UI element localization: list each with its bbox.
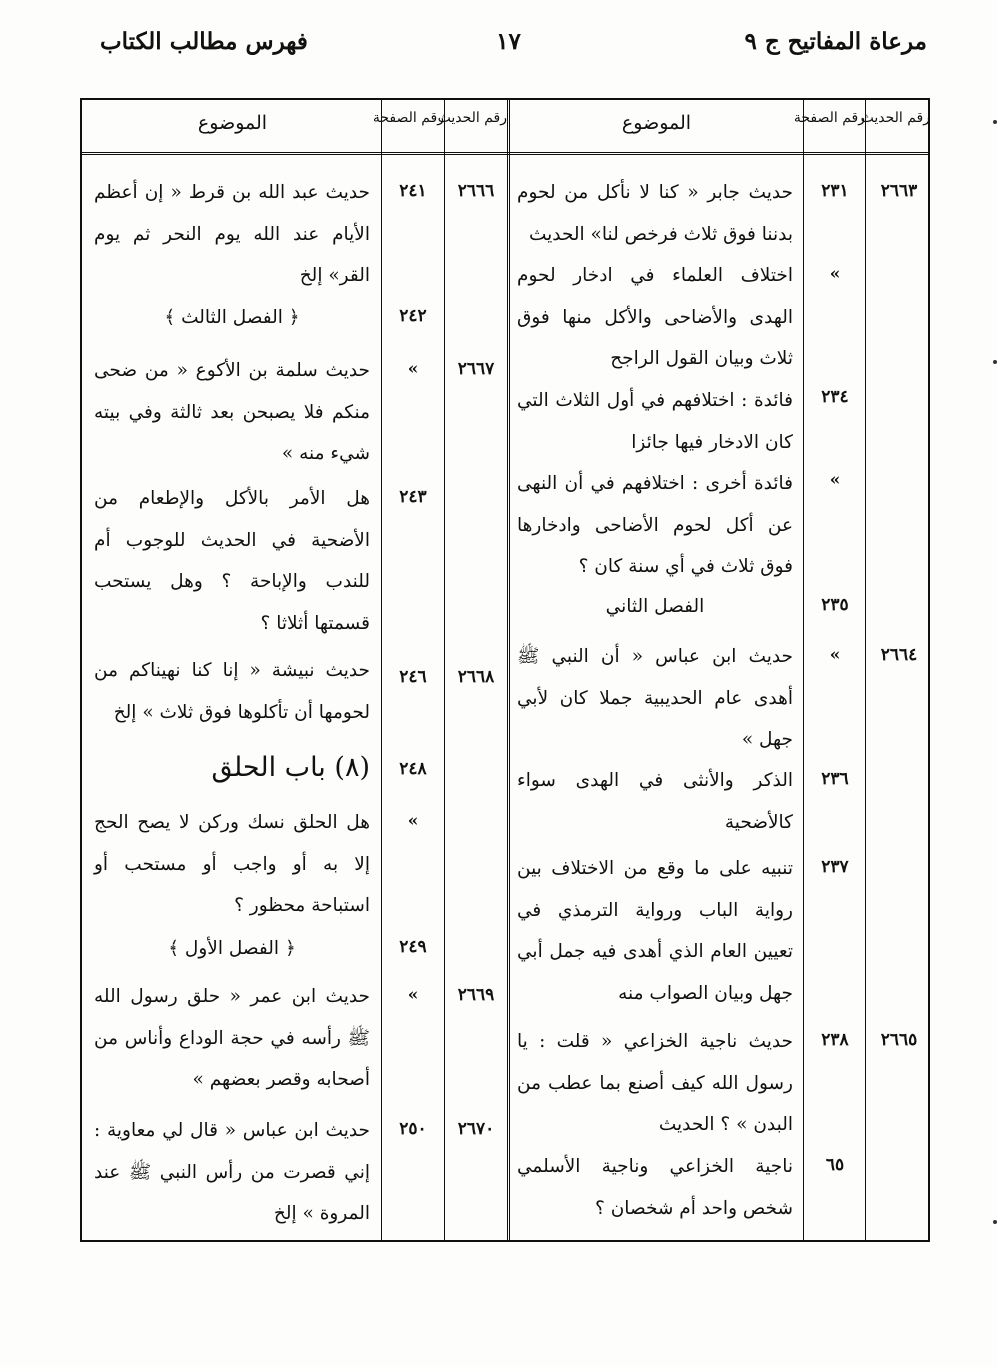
section-heading: ﴿ الفصل الثالث ﴾ (164, 307, 300, 328)
page-ref: ٢٤٨ (399, 759, 427, 779)
entry-text: حديث ابن عباس « أن النبي ﷺ أهدى عام الحديبية جملا كان لأبي جهل » (517, 646, 793, 750)
hadith-number: ٢٦٦٣ (880, 181, 918, 201)
entry-text: حديث ابن عمر « حلق رسول الله ﷺ رأسه في حجة الوداع وأناس من أصحابه وقصر بعضهم » (94, 986, 370, 1090)
entry-text: حديث ابن عباس « قال لي معاوية : إني قصرت من رأس النبي ﷺ عند المروة » إلخ (94, 1120, 370, 1224)
header-subject-left: الموضوع (197, 112, 268, 134)
chapter-heading: (٨) باب الحلق (211, 752, 370, 783)
page-ref: » (407, 985, 419, 1005)
block-divider (507, 100, 510, 1240)
entry-text: حديث عبد الله بن قرط « إن أعظم الأيام عند الله يوم النحر ثم يوم القر» إلخ (94, 182, 370, 286)
scan-speck (993, 120, 997, 124)
hadith-number: ٢٦٦٦ (457, 181, 495, 201)
page-ref: » (829, 470, 841, 490)
scan-speck (993, 1220, 997, 1224)
page-ref: ٢٣٦ (821, 769, 849, 789)
header-page-no-right: رقم الصفحة (793, 110, 865, 126)
hadith-number: ٢٦٦٧ (457, 359, 495, 379)
entry-text: هل الحلق نسك وركن لا يصح الحج إلا به أو واجب أو مستحب أو استباحة محظور ؟ (94, 812, 370, 916)
entry-text: تنبيه على ما وقع من الاختلاف بين رواية الباب ورواية الترمذي في تعيين العام الذي أهدى فيه جمل أبي جهل وبيان الصواب منه (517, 858, 793, 1004)
page-ref: ٢٤٩ (399, 937, 427, 957)
page-ref: » (829, 645, 841, 665)
header-page-no-left: رقم الصفحة (372, 110, 444, 126)
hadith-number: ٢٦٦٩ (457, 985, 495, 1005)
entry-text: ناجية الخزاعي وناجية الأسلمي شخص واحد أم شخصان ؟ (517, 1156, 793, 1219)
scan-speck (993, 360, 997, 364)
hadith-number: ٢٦٧٠ (457, 1119, 495, 1139)
book-title: مرعاة المفاتيح ج ٩ (744, 28, 927, 55)
header-subject-right: الموضوع (621, 112, 692, 134)
page-ref: ٢٤١ (399, 181, 427, 201)
page-ref: » (829, 264, 841, 284)
header-hadith-no-right: رقم الحديث (860, 110, 930, 126)
hadith-number: ٢٦٦٤ (880, 645, 918, 665)
col-rule (444, 100, 445, 1240)
entry-text: هل الأمر بالأكل والإطعام من الأضحية في الحديث للوجوب أم للندب والإباحة ؟ وهل يستحب قسمتها أثلاثا ؟ (94, 488, 370, 634)
page-ref: ٢٣١ (821, 181, 849, 201)
page-ref: ٢٥٠ (399, 1119, 427, 1139)
page-ref: ٢٤٦ (399, 667, 427, 687)
entry-text: فائدة أخرى : اختلافهم في أن النهى عن أكل لحوم الأضاحى وادخارها فوق ثلاث في أي سنة كان ؟ (517, 473, 793, 577)
index-table (80, 98, 930, 1242)
page-ref: ٢٣٥ (821, 595, 849, 615)
entry-text: حديث نبيشة « إنا كنا نهيناكم من لحومها أن تأكلوها فوق ثلاث » إلخ (94, 660, 370, 723)
col-rule (865, 100, 866, 1240)
page-ref: ٢٣٨ (821, 1030, 849, 1050)
page-ref: ٢٤٢ (399, 306, 427, 326)
entry-text: حديث ناجية الخزاعي « قلت : يا رسول الله كيف أصنع بما عطب من البدن » ؟ الحديث (517, 1031, 793, 1135)
section-title: فهرس مطالب الكتاب (100, 28, 308, 55)
hadith-number: ٢٦٦٨ (457, 667, 495, 687)
entry-text: فائدة : اختلافهم في أول الثلاث التي كان الادخار فيها جائزا (517, 390, 793, 453)
page-ref: ٢٣٤ (821, 387, 849, 407)
page-ref: » (407, 359, 419, 379)
running-head (90, 28, 927, 68)
header-hadith-no-left: رقم الحديث (437, 110, 507, 126)
entry-text: حديث سلمة بن الأكوع « من ضحى منكم فلا يصبحن بعد ثالثة وفي بيته شيء منه » (94, 360, 370, 464)
page-ref: » (407, 811, 419, 831)
page-number: ١٧ (496, 28, 521, 55)
page-ref: ٢٤٣ (399, 487, 427, 507)
entry-text: اختلاف العلماء في ادخار لحوم الهدى والأضاحى والأكل منها فوق ثلاث وبيان القول الراجح (517, 265, 793, 369)
col-rule (803, 100, 804, 1240)
hadith-number: ٢٦٦٥ (880, 1030, 918, 1050)
col-rule (381, 100, 382, 1240)
section-heading: الفصل الثاني (605, 596, 705, 617)
entry-text: الذكر والأنثى في الهدى سواء كالأضحية (517, 770, 793, 833)
entry-text: حديث جابر « كنا لا نأكل من لحوم بدننا فوق ثلاث فرخص لنا» الحديث (517, 182, 793, 245)
page-ref: ٢٣٧ (821, 857, 849, 877)
header-rule (82, 152, 928, 155)
section-heading: ﴿ الفصل الأول ﴾ (168, 938, 296, 959)
page-ref: ٦٥ (825, 1155, 845, 1175)
